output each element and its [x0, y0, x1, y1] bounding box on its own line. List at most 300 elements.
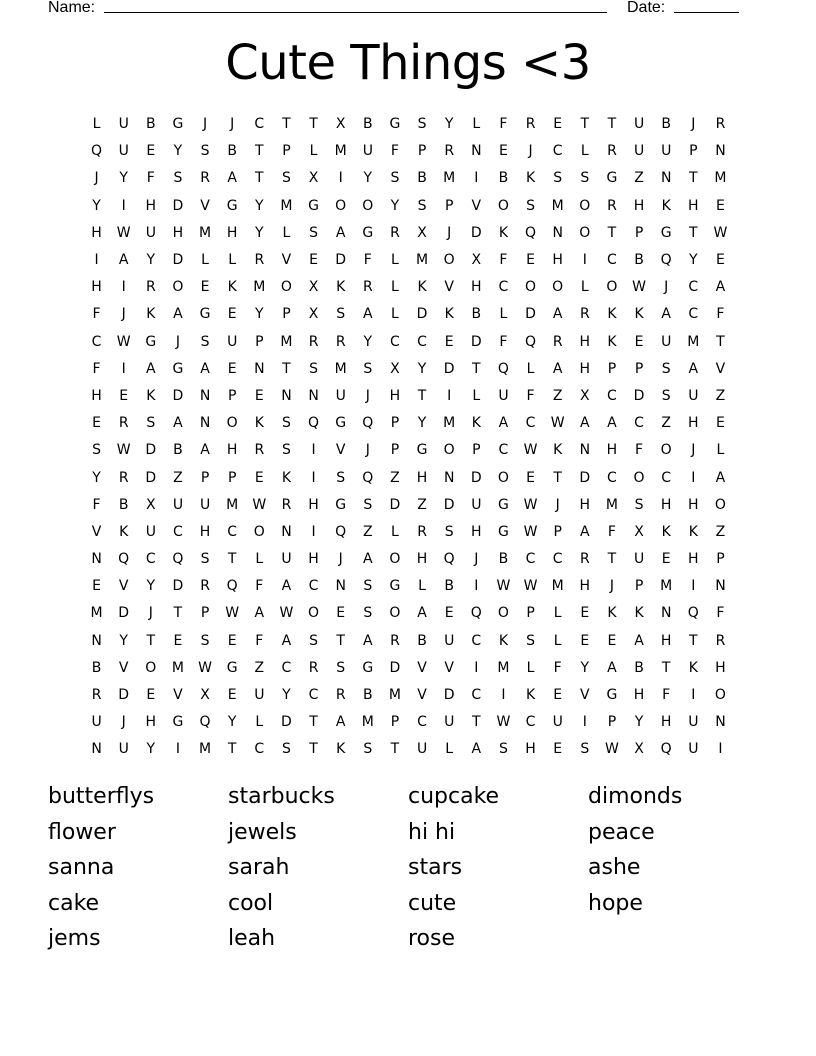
grid-letter[interactable]: C [471, 632, 482, 649]
grid-letter[interactable]: H [660, 714, 672, 731]
grid-letter[interactable]: A [200, 360, 210, 377]
grid-letter[interactable]: W [496, 578, 511, 595]
grid-letter[interactable]: Q [660, 252, 672, 269]
grid-letter[interactable]: L [580, 279, 589, 296]
grid-letter[interactable]: J [609, 578, 614, 595]
grid-letter[interactable]: H [660, 496, 672, 513]
grid-letter[interactable]: K [227, 279, 237, 296]
grid-letter[interactable]: F [92, 360, 101, 377]
grid-letter[interactable]: R [579, 551, 590, 568]
grid-letter[interactable]: S [200, 632, 210, 649]
grid-letter[interactable]: H [145, 197, 157, 214]
grid-letter[interactable]: T [689, 170, 698, 187]
grid-letter[interactable]: C [552, 551, 563, 568]
grid-letter[interactable]: C [145, 551, 156, 568]
grid-letter[interactable]: H [525, 741, 536, 758]
grid-letter[interactable]: F [716, 306, 725, 323]
grid-letter[interactable]: X [390, 360, 400, 377]
grid-letter[interactable]: L [716, 442, 725, 459]
grid-letter[interactable]: M [171, 659, 184, 676]
grid-letter[interactable]: H [579, 578, 591, 595]
grid-letter[interactable]: H [688, 496, 699, 513]
grid-letter[interactable]: S [417, 116, 427, 133]
grid-letter[interactable]: T [282, 360, 291, 377]
grid-letter[interactable]: U [199, 496, 211, 513]
grid-letter[interactable]: D [579, 469, 591, 486]
grid-letter[interactable]: Q [525, 224, 537, 241]
grid-letter[interactable]: U [444, 632, 455, 649]
grid-letter[interactable]: M [334, 143, 347, 160]
grid-letter[interactable]: Q [172, 551, 184, 568]
grid-letter[interactable]: Q [470, 605, 482, 622]
grid-letter[interactable]: T [716, 333, 725, 350]
grid-letter[interactable]: J [121, 714, 126, 731]
grid-letter[interactable]: H [660, 632, 672, 649]
grid-letter[interactable]: B [146, 116, 156, 133]
grid-letter[interactable]: R [444, 143, 455, 160]
grid-letter[interactable]: W [116, 442, 131, 459]
grid-letter[interactable]: F [499, 116, 508, 133]
grid-letter[interactable]: E [336, 605, 346, 622]
grid-letter[interactable]: M [199, 741, 212, 758]
grid-letter[interactable]: R [254, 442, 265, 459]
grid-letter[interactable]: M [497, 659, 510, 676]
grid-letter[interactable]: H [579, 360, 591, 377]
grid-letter[interactable]: Y [173, 143, 183, 160]
grid-letter[interactable]: N [660, 605, 672, 622]
grid-letter[interactable]: E [227, 360, 237, 377]
grid-letter[interactable]: E [553, 687, 563, 704]
grid-letter[interactable]: M [388, 687, 401, 704]
grid-letter[interactable]: E [227, 632, 237, 649]
grid-letter[interactable]: Y [255, 197, 264, 214]
grid-letter[interactable]: R [607, 143, 617, 160]
grid-letter[interactable]: A [634, 632, 644, 649]
grid-letter[interactable]: O [497, 469, 509, 486]
grid-letter[interactable]: P [716, 551, 725, 568]
grid-letter[interactable]: M [443, 170, 456, 187]
grid-letter[interactable]: U [118, 143, 129, 160]
grid-letter[interactable]: H [715, 659, 726, 676]
grid-letter[interactable]: J [148, 605, 153, 622]
grid-letter[interactable]: T [255, 170, 264, 187]
grid-letter[interactable]: N [91, 632, 102, 649]
grid-letter[interactable]: G [389, 116, 401, 133]
grid-letter[interactable]: J [555, 496, 560, 513]
grid-letter[interactable]: Y [92, 197, 101, 214]
grid-letter[interactable]: H [688, 197, 699, 214]
grid-letter[interactable]: N [715, 143, 726, 160]
grid-letter[interactable]: E [254, 469, 264, 486]
grid-letter[interactable]: Y [417, 415, 427, 432]
grid-letter[interactable]: Z [254, 659, 265, 676]
grid-letter[interactable]: M [280, 333, 293, 350]
grid-letter[interactable]: J [447, 224, 452, 241]
grid-letter[interactable]: T [661, 659, 671, 676]
grid-letter[interactable]: W [198, 659, 212, 676]
grid-letter[interactable]: I [474, 578, 479, 595]
grid-letter[interactable]: S [498, 741, 508, 758]
grid-letter[interactable]: Z [715, 387, 726, 404]
grid-letter[interactable]: Q [687, 605, 699, 622]
grid-letter[interactable]: Q [362, 415, 374, 432]
grid-letter[interactable]: N [254, 360, 265, 377]
grid-letter[interactable]: M [551, 197, 564, 214]
grid-letter[interactable]: L [391, 252, 399, 269]
grid-letter[interactable]: Y [119, 632, 128, 649]
grid-letter[interactable]: S [363, 741, 373, 758]
grid-letter[interactable]: E [254, 387, 264, 404]
grid-letter[interactable]: D [172, 197, 184, 214]
grid-letter[interactable]: R [417, 523, 427, 540]
grid-letter[interactable]: V [417, 687, 427, 704]
grid-letter[interactable]: U [552, 714, 563, 731]
grid-letter[interactable]: P [634, 360, 644, 377]
grid-letter[interactable]: S [363, 496, 373, 513]
grid-letter[interactable]: M [714, 170, 727, 187]
grid-letter[interactable]: O [389, 551, 401, 568]
grid-letter[interactable]: K [146, 387, 156, 404]
grid-letter[interactable]: P [227, 469, 237, 486]
grid-letter[interactable]: L [499, 306, 508, 323]
grid-letter[interactable]: V [118, 659, 129, 676]
grid-letter[interactable]: O [579, 197, 591, 214]
grid-letter[interactable]: F [390, 143, 399, 160]
grid-letter[interactable]: F [499, 252, 508, 269]
grid-letter[interactable]: G [145, 333, 157, 350]
grid-letter[interactable]: S [336, 306, 346, 323]
grid-letter[interactable]: Z [634, 170, 644, 187]
grid-letter[interactable]: K [336, 279, 346, 296]
grid-letter[interactable]: P [607, 360, 617, 377]
grid-letter[interactable]: H [226, 442, 238, 459]
grid-letter[interactable]: N [335, 578, 346, 595]
grid-letter[interactable]: S [92, 442, 101, 459]
grid-letter[interactable]: L [526, 659, 535, 676]
grid-letter[interactable]: W [605, 741, 619, 758]
grid-letter[interactable]: F [499, 333, 508, 350]
grid-letter[interactable]: L [553, 605, 562, 622]
grid-letter[interactable]: A [471, 741, 482, 758]
grid-letter[interactable]: W [550, 415, 565, 432]
grid-letter[interactable]: D [525, 306, 536, 323]
grid-letter[interactable]: O [362, 197, 374, 214]
grid-letter[interactable]: U [145, 224, 156, 241]
grid-letter[interactable]: S [526, 632, 535, 649]
grid-letter[interactable]: E [526, 469, 535, 486]
grid-letter[interactable]: I [474, 170, 479, 187]
grid-letter[interactable]: X [308, 306, 319, 323]
grid-letter[interactable]: Q [660, 741, 672, 758]
grid-letter[interactable]: N [199, 415, 211, 432]
grid-letter[interactable]: O [172, 279, 184, 296]
grid-letter[interactable]: A [363, 632, 373, 649]
grid-letter[interactable]: W [279, 605, 294, 622]
grid-letter[interactable]: O [280, 279, 292, 296]
grid-letter[interactable]: A [254, 605, 265, 622]
grid-letter[interactable]: S [146, 415, 156, 432]
grid-letter[interactable]: H [172, 224, 184, 241]
grid-letter[interactable]: S [580, 741, 590, 758]
grid-letter[interactable]: T [173, 605, 183, 622]
grid-letter[interactable]: R [362, 279, 373, 296]
grid-letter[interactable]: G [172, 714, 184, 731]
grid-letter[interactable]: D [389, 496, 401, 513]
grid-letter[interactable]: C [281, 659, 292, 676]
grid-letter[interactable]: A [335, 224, 346, 241]
grid-letter[interactable]: N [281, 387, 292, 404]
grid-letter[interactable]: W [116, 224, 131, 241]
grid-letter[interactable]: K [417, 279, 427, 296]
grid-letter[interactable]: S [309, 224, 318, 241]
grid-letter[interactable]: J [202, 116, 208, 133]
grid-letter[interactable]: C [254, 741, 265, 758]
grid-letter[interactable]: G [362, 659, 374, 676]
grid-letter[interactable]: M [226, 496, 239, 513]
grid-letter[interactable]: J [338, 551, 343, 568]
grid-letter[interactable]: S [363, 578, 373, 595]
grid-letter[interactable]: V [444, 659, 454, 676]
grid-letter[interactable]: S [390, 170, 400, 187]
grid-letter[interactable]: H [91, 279, 102, 296]
grid-letter[interactable]: R [525, 116, 536, 133]
grid-letter[interactable]: Q [91, 143, 103, 160]
grid-letter[interactable]: D [118, 687, 130, 704]
grid-letter[interactable]: Z [363, 523, 373, 540]
grid-letter[interactable]: S [336, 469, 346, 486]
grid-letter[interactable]: S [526, 197, 535, 214]
grid-letter[interactable]: A [146, 360, 156, 377]
grid-letter[interactable]: A [118, 252, 129, 269]
grid-letter[interactable]: I [121, 197, 126, 214]
grid-letter[interactable]: K [525, 687, 536, 704]
grid-letter[interactable]: E [716, 415, 725, 432]
grid-letter[interactable]: J [691, 116, 696, 133]
grid-letter[interactable]: F [146, 170, 155, 187]
grid-letter[interactable]: R [335, 687, 346, 704]
grid-letter[interactable]: T [689, 224, 698, 241]
grid-letter[interactable]: N [715, 714, 726, 731]
grid-letter[interactable]: I [501, 687, 506, 704]
grid-letter[interactable]: E [444, 605, 454, 622]
grid-letter[interactable]: Q [497, 360, 509, 377]
grid-letter[interactable]: O [552, 279, 564, 296]
grid-letter[interactable]: I [121, 360, 126, 377]
grid-letter[interactable]: G [335, 415, 347, 432]
grid-letter[interactable]: V [335, 442, 346, 459]
grid-letter[interactable]: Y [580, 659, 590, 676]
grid-letter[interactable]: E [200, 279, 210, 296]
grid-letter[interactable]: N [308, 387, 319, 404]
grid-letter[interactable]: U [118, 116, 129, 133]
grid-letter[interactable]: R [579, 306, 590, 323]
grid-letter[interactable]: T [227, 551, 237, 568]
grid-letter[interactable]: F [255, 632, 264, 649]
grid-letter[interactable]: V [444, 279, 454, 296]
grid-letter[interactable]: W [252, 496, 267, 513]
grid-letter[interactable]: F [363, 252, 372, 269]
grid-letter[interactable]: B [363, 687, 373, 704]
grid-letter[interactable]: G [308, 197, 319, 214]
grid-letter[interactable]: Y [146, 252, 156, 269]
grid-letter[interactable]: U [633, 143, 645, 160]
grid-letter[interactable]: E [146, 143, 156, 160]
grid-letter[interactable]: P [472, 442, 481, 459]
grid-letter[interactable]: L [255, 714, 264, 731]
grid-letter[interactable]: K [688, 659, 698, 676]
grid-letter[interactable]: L [580, 143, 589, 160]
grid-letter[interactable]: S [173, 170, 183, 187]
grid-letter[interactable]: E [607, 632, 617, 649]
grid-letter[interactable]: L [445, 741, 454, 758]
grid-letter[interactable]: R [118, 415, 129, 432]
grid-letter[interactable]: N [579, 442, 591, 459]
grid-letter[interactable]: D [470, 469, 482, 486]
grid-letter[interactable]: U [688, 714, 699, 731]
grid-letter[interactable]: Z [661, 415, 671, 432]
grid-letter[interactable]: U [335, 387, 346, 404]
grid-letter[interactable]: A [715, 279, 726, 296]
grid-letter[interactable]: M [687, 333, 700, 350]
grid-letter[interactable]: X [417, 224, 427, 241]
grid-letter[interactable]: H [579, 496, 591, 513]
grid-letter[interactable]: H [308, 496, 319, 513]
grid-letter[interactable]: S [200, 143, 210, 160]
grid-letter[interactable]: E [146, 687, 156, 704]
grid-letter[interactable]: D [633, 387, 645, 404]
grid-letter[interactable]: Z [552, 387, 563, 404]
grid-letter[interactable]: J [691, 442, 696, 459]
grid-letter[interactable]: G [362, 224, 374, 241]
grid-letter[interactable]: A [281, 632, 292, 649]
grid-letter[interactable]: A [580, 523, 590, 540]
grid-letter[interactable]: C [525, 551, 536, 568]
grid-letter[interactable]: W [496, 714, 511, 731]
grid-letter[interactable]: Y [282, 687, 291, 704]
grid-letter[interactable]: U [444, 714, 455, 731]
grid-letter[interactable]: M [280, 197, 293, 214]
grid-letter[interactable]: U [633, 116, 645, 133]
grid-letter[interactable]: U [498, 387, 509, 404]
grid-letter[interactable]: B [444, 578, 454, 595]
grid-letter[interactable]: Q [362, 469, 374, 486]
grid-letter[interactable]: C [607, 252, 617, 269]
grid-letter[interactable]: N [552, 224, 563, 241]
grid-letter[interactable]: X [335, 116, 346, 133]
grid-letter[interactable]: P [417, 143, 427, 160]
grid-letter[interactable]: P [390, 442, 400, 459]
grid-letter[interactable]: D [335, 252, 347, 269]
grid-letter[interactable]: D [443, 687, 455, 704]
grid-letter[interactable]: D [443, 496, 455, 513]
grid-letter[interactable]: T [309, 741, 318, 758]
grid-letter[interactable]: D [443, 360, 455, 377]
grid-letter[interactable]: U [172, 496, 184, 513]
grid-letter[interactable]: C [227, 523, 238, 540]
grid-letter[interactable]: K [661, 197, 671, 214]
grid-letter[interactable]: L [472, 116, 481, 133]
grid-letter[interactable]: H [579, 333, 591, 350]
grid-letter[interactable]: I [718, 741, 723, 758]
grid-letter[interactable]: R [145, 279, 156, 296]
grid-letter[interactable]: U [633, 551, 645, 568]
grid-letter[interactable]: O [497, 605, 509, 622]
grid-letter[interactable]: A [552, 306, 563, 323]
grid-letter[interactable]: P [634, 224, 644, 241]
grid-letter[interactable]: M [361, 714, 374, 731]
grid-letter[interactable]: Y [255, 306, 264, 323]
grid-letter[interactable]: H [633, 197, 645, 214]
grid-letter[interactable]: M [199, 224, 212, 241]
grid-letter[interactable]: E [553, 116, 563, 133]
grid-letter[interactable]: A [200, 442, 210, 459]
grid-letter[interactable]: Q [118, 551, 130, 568]
grid-letter[interactable]: W [523, 523, 538, 540]
grid-letter[interactable]: A [363, 306, 373, 323]
grid-letter[interactable]: K [146, 306, 156, 323]
grid-letter[interactable]: E [227, 306, 237, 323]
grid-letter[interactable]: B [227, 143, 237, 160]
grid-letter[interactable]: E [634, 333, 644, 350]
grid-letter[interactable]: S [281, 442, 291, 459]
grid-letter[interactable]: V [471, 197, 482, 214]
grid-letter[interactable]: L [526, 360, 535, 377]
grid-letter[interactable]: E [499, 143, 508, 160]
grid-letter[interactable]: U [91, 714, 102, 731]
grid-letter[interactable]: K [661, 523, 671, 540]
grid-letter[interactable]: Y [119, 170, 128, 187]
grid-letter[interactable]: L [92, 116, 101, 133]
grid-letter[interactable]: V [200, 197, 210, 214]
grid-letter[interactable]: I [691, 469, 696, 486]
grid-letter[interactable]: C [498, 442, 509, 459]
grid-letter[interactable]: F [607, 523, 616, 540]
grid-letter[interactable]: X [308, 279, 319, 296]
grid-letter[interactable]: T [580, 116, 590, 133]
grid-letter[interactable]: E [92, 578, 101, 595]
grid-letter[interactable]: P [526, 605, 535, 622]
grid-letter[interactable]: E [309, 252, 318, 269]
grid-letter[interactable]: Z [390, 469, 400, 486]
grid-letter[interactable]: H [688, 551, 699, 568]
grid-letter[interactable]: M [416, 252, 429, 269]
grid-letter[interactable]: I [474, 659, 479, 676]
grid-letter[interactable]: A [173, 306, 183, 323]
grid-letter[interactable]: J [365, 442, 370, 459]
grid-letter[interactable]: U [227, 333, 238, 350]
grid-letter[interactable]: E [716, 252, 725, 269]
grid-letter[interactable]: C [688, 279, 699, 296]
grid-letter[interactable]: H [633, 687, 645, 704]
grid-letter[interactable]: A [607, 415, 617, 432]
grid-letter[interactable]: T [390, 741, 400, 758]
grid-letter[interactable]: S [417, 197, 427, 214]
grid-letter[interactable]: W [523, 496, 538, 513]
grid-letter[interactable]: M [334, 360, 347, 377]
grid-letter[interactable]: K [688, 523, 698, 540]
grid-letter[interactable]: K [281, 469, 292, 486]
grid-letter[interactable]: U [118, 741, 129, 758]
grid-letter[interactable]: O [443, 252, 455, 269]
grid-letter[interactable]: R [607, 197, 617, 214]
grid-letter[interactable]: V [118, 578, 129, 595]
grid-letter[interactable]: R [308, 333, 319, 350]
grid-letter[interactable]: F [255, 578, 264, 595]
grid-letter[interactable]: Y [634, 714, 644, 731]
grid-letter[interactable]: A [173, 415, 183, 432]
grid-letter[interactable]: S [444, 523, 454, 540]
grid-letter[interactable]: V [173, 687, 183, 704]
